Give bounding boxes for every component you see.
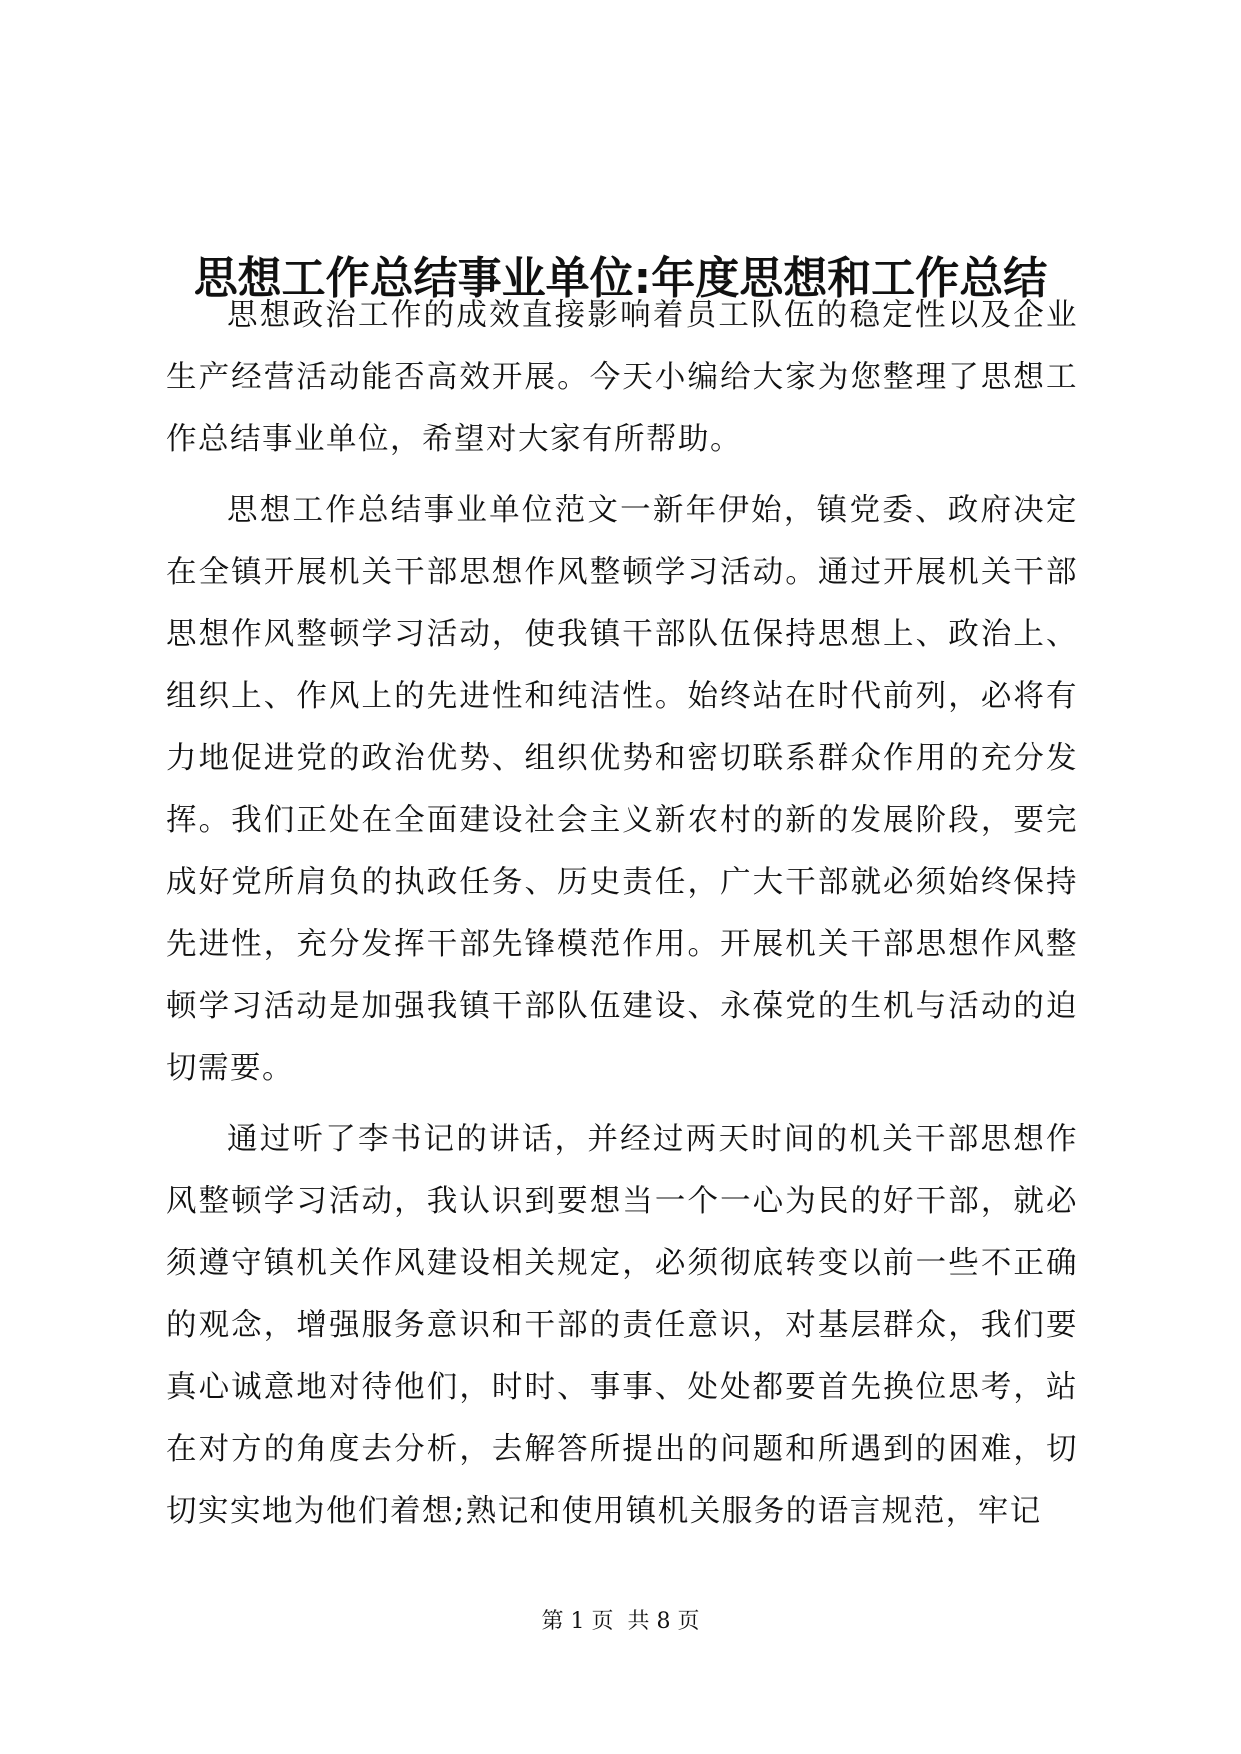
page-number-footer: 第 1 页 共 8 页 [541, 1609, 700, 1634]
paragraph-sample-one: 思想工作总结事业单位范文一新年伊始，镇党委、政府决定在全镇开展机关干部思想作风整顿学习活动。通过开展机关干部思想作风整顿学习活动，使我镇干部队伍保持思想上、政治上、组织上、作风上的先进性和纯洁性。始终站在时代前列，必将有力地促进党的政治优势、组织优势和密切联系群众作用的充分发挥。我们正处在全面建设社会主义新农村的新的发展阶段，要完成好党所肩负的执政任务、历史责任，广大干部就必须始终保持先进性，充分发挥干部先锋模范作用。开展机关干部思想作风整顿学习活动是加强我镇干部队伍建设、永葆党的生机与活动的迫切需要。 [166, 493, 1078, 1086]
document-body [166, 285, 1078, 1543]
paragraph-reflection: 通过听了李书记的讲话，并经过两天时间的机关干部思想作风整顿学习活动，我认识到要想当一个一心为民的好干部，就必须遵守镇机关作风建设相关规定，必须彻底转变以前一些不正确的观念，增强服务意识和干部的责任意识，对基层群众，我们要真心诚意地对待他们，时时、事事、处处都要首先换位思考，站在对方的角度去分析，去解答所提出的问题和所遇到的困难，切切实实地为他们着想;熟记和使用镇机关服务的语言规范，牢记 [166, 1122, 1078, 1529]
paragraph-intro: 思想政治工作的成效直接影响着员工队伍的稳定性以及企业生产经营活动能否高效开展。今天小编给大家为您整理了思想工作总结事业单位，希望对大家有所帮助。 [166, 298, 1078, 457]
document-title: 思想工作总结事业单位:年度思想和工作总结 [193, 253, 1048, 305]
